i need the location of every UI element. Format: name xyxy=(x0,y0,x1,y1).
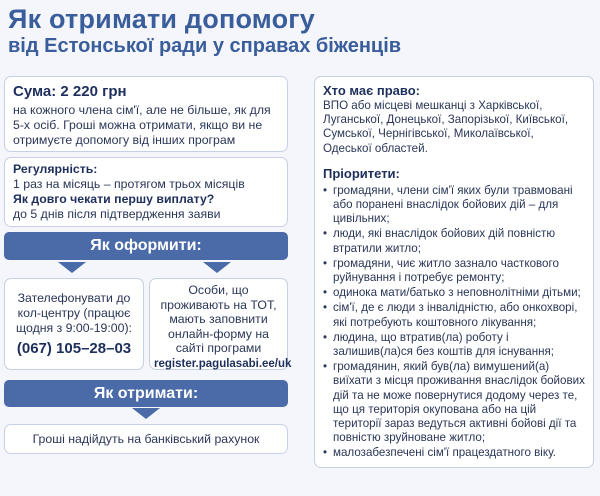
wait-text: до 5 днів після підтвердження заяви xyxy=(13,207,221,221)
online-form-text: Особи, що проживають на ТОТ, мають заповнити онлайн-форму на сайті програми xyxy=(160,283,277,355)
page-title: Як отримати допомогу xyxy=(8,4,315,34)
priorities-list xyxy=(323,184,585,461)
page-subtitle: від Естонської ради у справах біженців xyxy=(8,35,402,57)
program-site-link[interactable]: register.pagulasabi.ee/uk xyxy=(154,357,292,370)
page-header xyxy=(8,4,598,58)
regularity-card xyxy=(4,157,288,227)
how-to-receive-banner: Як отримати: xyxy=(4,380,288,407)
priority-item: • люди, які внаслідок бойових дій повністю втратили житло; xyxy=(323,227,585,255)
bank-account-card xyxy=(4,424,288,454)
wait-label: Як довго чекати першу виплату? xyxy=(13,192,215,206)
priority-item: • малозабезпечені сім'ї працездатного віку. xyxy=(323,446,585,460)
online-form-card xyxy=(149,278,292,370)
regularity-text: 1 раз на місяць – протягом трьох місяців xyxy=(13,177,245,191)
regularity-label: Регулярність: xyxy=(13,162,98,176)
priority-item: • громадянин, який був(ла) вимушений(а) виїхати з місця проживання внаслідок бойових дій та не може повернутися додому через те, що ця територія окупована або на цій території зараз ведуться активні бойові дії та повністю зруйноване житло; xyxy=(323,360,585,445)
call-center-card xyxy=(4,278,144,370)
phone-number[interactable]: (067) 105–28–03 xyxy=(16,340,132,357)
priority-item: • громадяни, члени сім'ї яких були травмовані або поранені внаслідок бойових дій – для цивільних; xyxy=(323,184,585,227)
priority-item: • одинока мати/батько з неповнолітніми дітьми; xyxy=(323,286,585,300)
arrow-down-icon xyxy=(203,262,231,273)
priority-item: • людина, що втратив(ла) роботу і залишив(ла)ся без коштів для існування; xyxy=(323,331,585,359)
eligibility-heading: Хто має право: xyxy=(323,83,420,98)
priority-item: • сім'ї, де є люди з інвалідністю, або онкохворі, які потребують коштовного лікування; xyxy=(323,301,585,329)
eligibility-card xyxy=(314,76,594,468)
arrow-down-icon xyxy=(58,262,86,273)
priorities-heading: Пріоритети: xyxy=(323,165,400,181)
bank-account-text: Гроші надійдуть на банківський рахунок xyxy=(32,432,260,446)
sum-description: на кожного члена сім'ї, але не більше, як для 5-х осіб. Гроші можна отримати, якщо ви не отримуєте допомогу від інших програм xyxy=(13,103,271,147)
priority-item: • громадяни, чиє житло зазнало часткового руйнування і потребує ремонту; xyxy=(323,257,585,285)
eligibility-text: ВПО або місцеві мешканці з Харківської, Луганської, Донецької, Запорізької, Київської, Сумської, Чернігівської, Миколаївської, Одеської областей. xyxy=(323,99,569,155)
arrow-down-icon xyxy=(132,408,160,419)
how-to-apply-banner: Як оформити: xyxy=(4,232,288,260)
sum-card xyxy=(4,76,288,152)
call-center-text: Зателефонувати до кол-центру (працює щодня з 9:00-19:00): xyxy=(16,291,132,335)
sum-title: Сума: 2 220 грн xyxy=(13,83,127,100)
